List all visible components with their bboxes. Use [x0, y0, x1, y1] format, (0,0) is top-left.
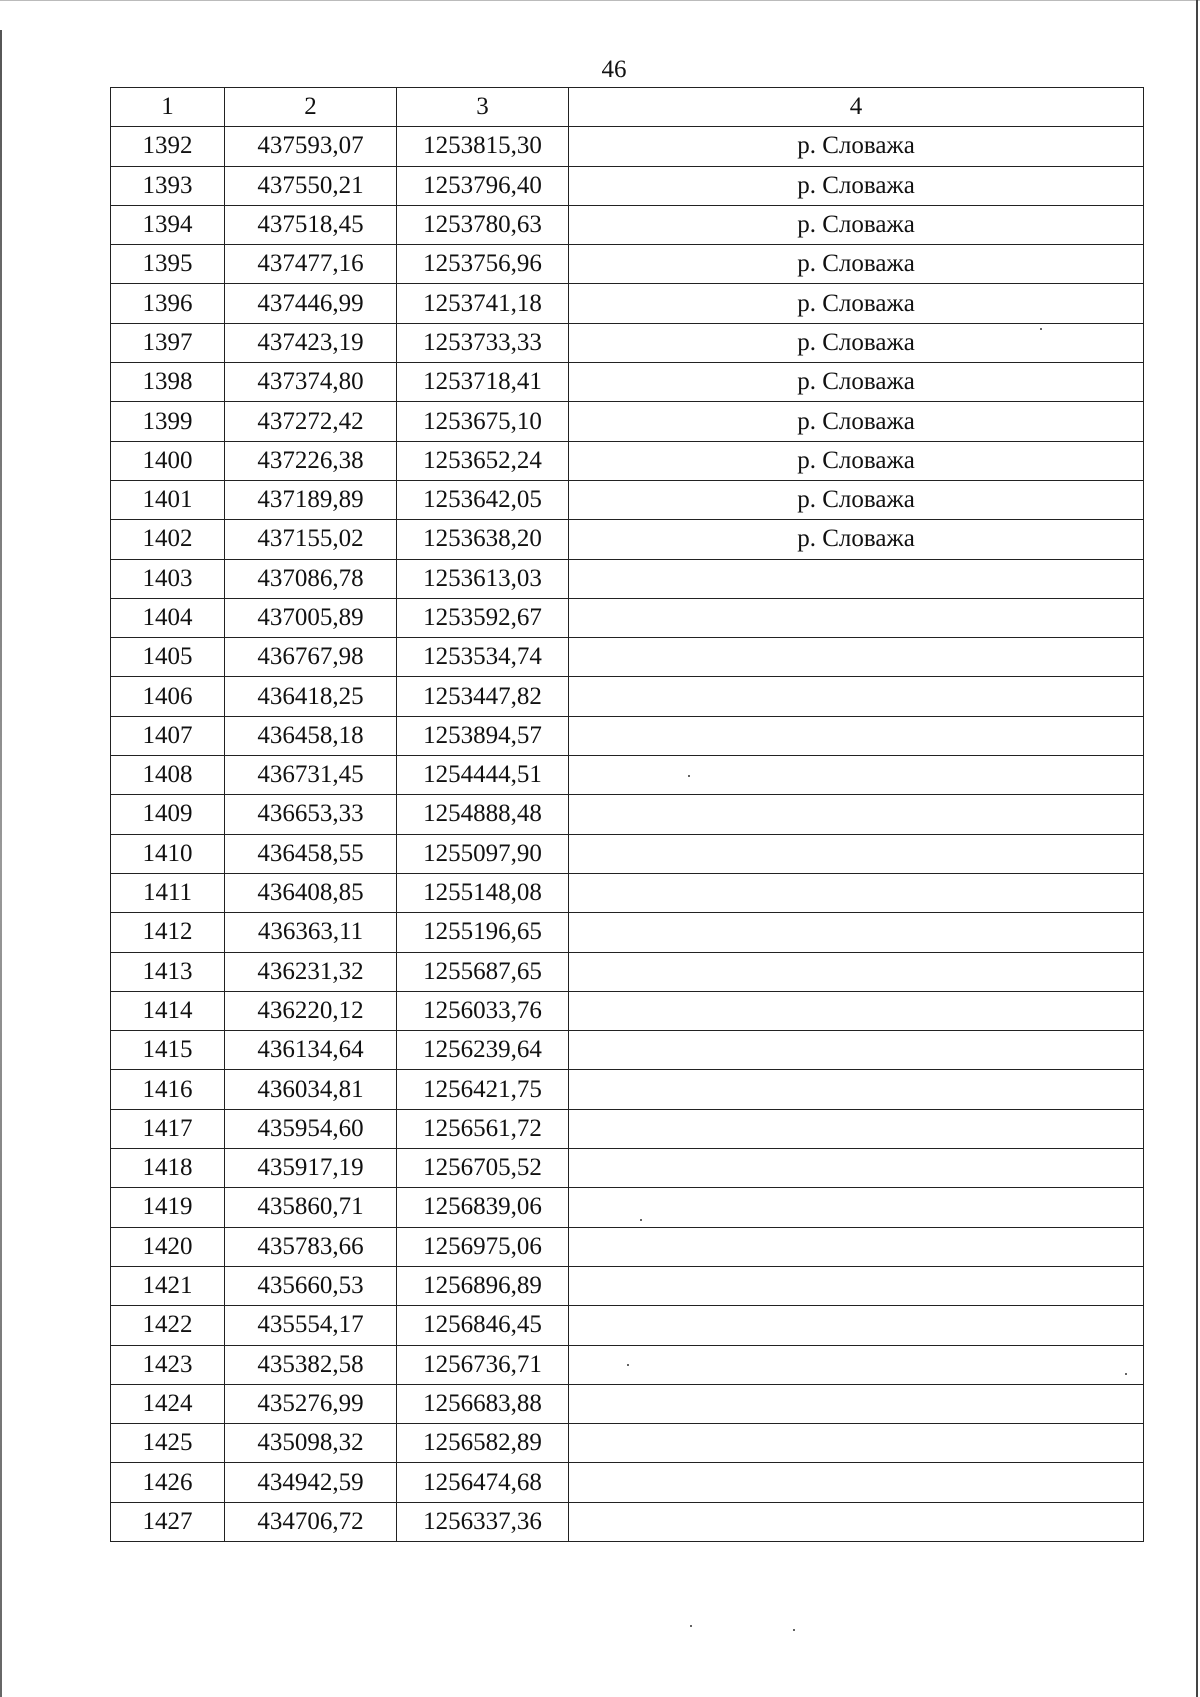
table-row [111, 1227, 1144, 1266]
point-number-cell: 1422 [111, 1306, 225, 1345]
x-coordinate-cell: 436231,32 [225, 952, 397, 991]
point-number-cell: 1426 [111, 1463, 225, 1502]
description-cell [569, 1266, 1144, 1305]
table-row [111, 638, 1144, 677]
description-cell [569, 1502, 1144, 1541]
point-number-cell: 1415 [111, 1031, 225, 1070]
table-row [111, 205, 1144, 244]
description-cell: р. Словажа [569, 323, 1144, 362]
x-coordinate-cell: 437272,42 [225, 402, 397, 441]
y-coordinate-cell: 1256561,72 [397, 1109, 569, 1148]
table-row [111, 520, 1144, 559]
column-header: 3 [397, 88, 569, 127]
description-cell [569, 638, 1144, 677]
description-cell [569, 1188, 1144, 1227]
y-coordinate-cell: 1256239,64 [397, 1031, 569, 1070]
point-number-cell: 1412 [111, 913, 225, 952]
y-coordinate-cell: 1253675,10 [397, 402, 569, 441]
point-number-cell: 1400 [111, 441, 225, 480]
description-cell [569, 1227, 1144, 1266]
point-number-cell: 1411 [111, 873, 225, 912]
y-coordinate-cell: 1253796,40 [397, 166, 569, 205]
description-cell [569, 559, 1144, 598]
description-cell: р. Словажа [569, 245, 1144, 284]
x-coordinate-cell: 435098,32 [225, 1424, 397, 1463]
description-cell [569, 1306, 1144, 1345]
table-row [111, 323, 1144, 362]
point-number-cell: 1403 [111, 559, 225, 598]
x-coordinate-cell: 435660,53 [225, 1266, 397, 1305]
x-coordinate-cell: 436731,45 [225, 756, 397, 795]
y-coordinate-cell: 1256421,75 [397, 1070, 569, 1109]
x-coordinate-cell: 437226,38 [225, 441, 397, 480]
x-coordinate-cell: 436220,12 [225, 991, 397, 1030]
scan-edge-top [0, 0, 1200, 1]
description-cell: р. Словажа [569, 284, 1144, 323]
table-row [111, 1306, 1144, 1345]
point-number-cell: 1393 [111, 166, 225, 205]
point-number-cell: 1410 [111, 834, 225, 873]
y-coordinate-cell: 1256337,36 [397, 1502, 569, 1541]
x-coordinate-cell: 435783,66 [225, 1227, 397, 1266]
scan-speck [688, 775, 690, 777]
x-coordinate-cell: 436134,64 [225, 1031, 397, 1070]
description-cell [569, 795, 1144, 834]
x-coordinate-cell: 436418,25 [225, 677, 397, 716]
point-number-cell: 1405 [111, 638, 225, 677]
description-cell [569, 1345, 1144, 1384]
table-row [111, 1502, 1144, 1541]
y-coordinate-cell: 1256896,89 [397, 1266, 569, 1305]
x-coordinate-cell: 436408,85 [225, 873, 397, 912]
y-coordinate-cell: 1255196,65 [397, 913, 569, 952]
y-coordinate-cell: 1253780,63 [397, 205, 569, 244]
table-row [111, 1070, 1144, 1109]
x-coordinate-cell: 436034,81 [225, 1070, 397, 1109]
table-row [111, 1149, 1144, 1188]
table-row [111, 756, 1144, 795]
point-number-cell: 1424 [111, 1384, 225, 1423]
point-number-cell: 1395 [111, 245, 225, 284]
table-header-row [111, 88, 1144, 127]
description-cell [569, 834, 1144, 873]
x-coordinate-cell: 435382,58 [225, 1345, 397, 1384]
point-number-cell: 1397 [111, 323, 225, 362]
x-coordinate-cell: 435554,17 [225, 1306, 397, 1345]
y-coordinate-cell: 1256705,52 [397, 1149, 569, 1188]
x-coordinate-cell: 436363,11 [225, 913, 397, 952]
description-cell: р. Словажа [569, 205, 1144, 244]
table-row [111, 834, 1144, 873]
table-row [111, 1188, 1144, 1227]
description-cell [569, 1424, 1144, 1463]
y-coordinate-cell: 1256033,76 [397, 991, 569, 1030]
coordinates-table [110, 87, 1144, 1542]
description-cell [569, 677, 1144, 716]
point-number-cell: 1425 [111, 1424, 225, 1463]
y-coordinate-cell: 1253652,24 [397, 441, 569, 480]
description-cell [569, 952, 1144, 991]
y-coordinate-cell: 1253756,96 [397, 245, 569, 284]
point-number-cell: 1404 [111, 598, 225, 637]
point-number-cell: 1420 [111, 1227, 225, 1266]
x-coordinate-cell: 437374,80 [225, 363, 397, 402]
y-coordinate-cell: 1253642,05 [397, 480, 569, 519]
description-cell: р. Словажа [569, 166, 1144, 205]
table-row [111, 795, 1144, 834]
column-header: 1 [111, 88, 225, 127]
point-number-cell: 1427 [111, 1502, 225, 1541]
y-coordinate-cell: 1256582,89 [397, 1424, 569, 1463]
y-coordinate-cell: 1253815,30 [397, 127, 569, 166]
point-number-cell: 1408 [111, 756, 225, 795]
table-row [111, 166, 1144, 205]
description-cell [569, 716, 1144, 755]
x-coordinate-cell: 437477,16 [225, 245, 397, 284]
description-cell [569, 991, 1144, 1030]
point-number-cell: 1396 [111, 284, 225, 323]
point-number-cell: 1401 [111, 480, 225, 519]
scan-edge-right [1196, 0, 1198, 1697]
description-cell [569, 1384, 1144, 1423]
scan-speck [640, 1219, 642, 1221]
y-coordinate-cell: 1253613,03 [397, 559, 569, 598]
y-coordinate-cell: 1253894,57 [397, 716, 569, 755]
column-header: 4 [569, 88, 1144, 127]
table-row [111, 1109, 1144, 1148]
description-cell [569, 1031, 1144, 1070]
table-row [111, 677, 1144, 716]
table-row [111, 1424, 1144, 1463]
description-cell [569, 1070, 1144, 1109]
description-cell [569, 756, 1144, 795]
y-coordinate-cell: 1256683,88 [397, 1384, 569, 1423]
y-coordinate-cell: 1256474,68 [397, 1463, 569, 1502]
y-coordinate-cell: 1255097,90 [397, 834, 569, 873]
point-number-cell: 1421 [111, 1266, 225, 1305]
y-coordinate-cell: 1253638,20 [397, 520, 569, 559]
x-coordinate-cell: 435860,71 [225, 1188, 397, 1227]
point-number-cell: 1402 [111, 520, 225, 559]
page-number: 46 [601, 56, 627, 83]
x-coordinate-cell: 436458,18 [225, 716, 397, 755]
x-coordinate-cell: 434942,59 [225, 1463, 397, 1502]
description-cell: р. Словажа [569, 363, 1144, 402]
y-coordinate-cell: 1254444,51 [397, 756, 569, 795]
table-row [111, 402, 1144, 441]
table-row [111, 559, 1144, 598]
description-cell [569, 873, 1144, 912]
point-number-cell: 1417 [111, 1109, 225, 1148]
table-row [111, 1266, 1144, 1305]
scan-edge-left [0, 30, 2, 1697]
x-coordinate-cell: 437593,07 [225, 127, 397, 166]
y-coordinate-cell: 1253534,74 [397, 638, 569, 677]
table-row [111, 716, 1144, 755]
description-cell: р. Словажа [569, 127, 1144, 166]
y-coordinate-cell: 1253447,82 [397, 677, 569, 716]
table-row [111, 598, 1144, 637]
x-coordinate-cell: 435954,60 [225, 1109, 397, 1148]
point-number-cell: 1406 [111, 677, 225, 716]
description-cell: р. Словажа [569, 402, 1144, 441]
y-coordinate-cell: 1253741,18 [397, 284, 569, 323]
point-number-cell: 1398 [111, 363, 225, 402]
table-row [111, 913, 1144, 952]
x-coordinate-cell: 437550,21 [225, 166, 397, 205]
table-row [111, 363, 1144, 402]
x-coordinate-cell: 437086,78 [225, 559, 397, 598]
table-body [111, 127, 1144, 1542]
point-number-cell: 1394 [111, 205, 225, 244]
point-number-cell: 1419 [111, 1188, 225, 1227]
description-cell [569, 1109, 1144, 1148]
x-coordinate-cell: 436653,33 [225, 795, 397, 834]
point-number-cell: 1407 [111, 716, 225, 755]
table-row [111, 991, 1144, 1030]
table-row [111, 127, 1144, 166]
x-coordinate-cell: 436767,98 [225, 638, 397, 677]
table-row [111, 873, 1144, 912]
description-cell: р. Словажа [569, 441, 1144, 480]
x-coordinate-cell: 435276,99 [225, 1384, 397, 1423]
y-coordinate-cell: 1254888,48 [397, 795, 569, 834]
table-row [111, 952, 1144, 991]
table-row [111, 284, 1144, 323]
point-number-cell: 1413 [111, 952, 225, 991]
description-cell [569, 598, 1144, 637]
x-coordinate-cell: 437423,19 [225, 323, 397, 362]
y-coordinate-cell: 1256736,71 [397, 1345, 569, 1384]
y-coordinate-cell: 1256975,06 [397, 1227, 569, 1266]
table-row [111, 1463, 1144, 1502]
y-coordinate-cell: 1255148,08 [397, 873, 569, 912]
y-coordinate-cell: 1256839,06 [397, 1188, 569, 1227]
y-coordinate-cell: 1255687,65 [397, 952, 569, 991]
y-coordinate-cell: 1253718,41 [397, 363, 569, 402]
table-row [111, 1031, 1144, 1070]
scan-speck [627, 1364, 629, 1366]
y-coordinate-cell: 1256846,45 [397, 1306, 569, 1345]
description-cell: р. Словажа [569, 520, 1144, 559]
x-coordinate-cell: 437005,89 [225, 598, 397, 637]
scan-speck [793, 1629, 795, 1631]
x-coordinate-cell: 437446,99 [225, 284, 397, 323]
point-number-cell: 1418 [111, 1149, 225, 1188]
table-row [111, 245, 1144, 284]
x-coordinate-cell: 437189,89 [225, 480, 397, 519]
scan-speck [1040, 328, 1042, 330]
scan-speck [1125, 1373, 1127, 1375]
point-number-cell: 1423 [111, 1345, 225, 1384]
table-row [111, 480, 1144, 519]
x-coordinate-cell: 437518,45 [225, 205, 397, 244]
point-number-cell: 1416 [111, 1070, 225, 1109]
description-cell: р. Словажа [569, 480, 1144, 519]
x-coordinate-cell: 435917,19 [225, 1149, 397, 1188]
point-number-cell: 1414 [111, 991, 225, 1030]
description-cell [569, 1463, 1144, 1502]
description-cell [569, 913, 1144, 952]
point-number-cell: 1409 [111, 795, 225, 834]
x-coordinate-cell: 434706,72 [225, 1502, 397, 1541]
point-number-cell: 1399 [111, 402, 225, 441]
point-number-cell: 1392 [111, 127, 225, 166]
y-coordinate-cell: 1253733,33 [397, 323, 569, 362]
scan-speck [690, 1625, 692, 1627]
x-coordinate-cell: 436458,55 [225, 834, 397, 873]
table-row [111, 1384, 1144, 1423]
description-cell [569, 1149, 1144, 1188]
x-coordinate-cell: 437155,02 [225, 520, 397, 559]
column-header: 2 [225, 88, 397, 127]
table-row [111, 441, 1144, 480]
y-coordinate-cell: 1253592,67 [397, 598, 569, 637]
